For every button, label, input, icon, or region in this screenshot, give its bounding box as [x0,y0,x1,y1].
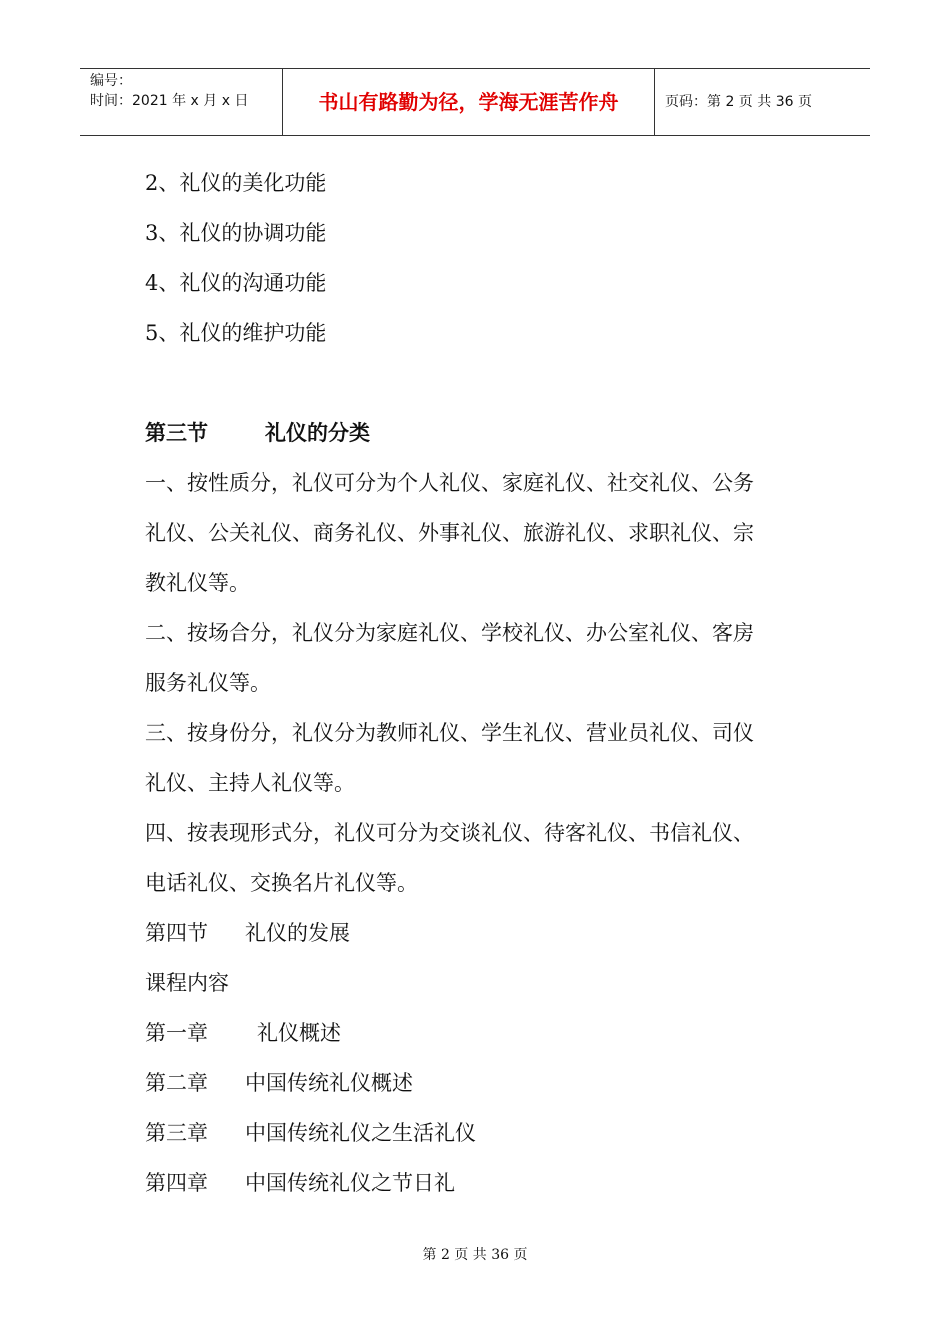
page-footer: 第 2 页 共 36 页 [422,1247,528,1263]
list-item: 2、礼仪的美化功能 [145,171,327,195]
paragraph-line: 四、按表现形式分，礼仪可分为交谈礼仪、待客礼仪、书信礼仪、 [145,821,754,845]
document-body [145,158,810,1208]
header-meta [80,69,282,135]
chapter-title: 中国传统礼仪之节日礼 [245,1171,455,1195]
chapter-number: 第四章 [145,1171,208,1195]
page-header [80,68,870,136]
chapter-title: 中国传统礼仪概述 [245,1071,413,1095]
paragraph-line: 教礼仪等。 [145,571,250,595]
list-item: 5、礼仪的维护功能 [145,321,327,345]
paragraph-line: 礼仪、主持人礼仪等。 [145,771,355,795]
paragraph-line: 礼仪、公关礼仪、商务礼仪、外事礼仪、旅游礼仪、求职礼仪、宗 [145,521,754,545]
chapter-title: 礼仪概述 [257,1021,341,1045]
paragraph-line: 三、按身份分，礼仪分为教师礼仪、学生礼仪、营业员礼仪、司仪 [145,721,754,745]
section-number: 第三节 [145,420,208,445]
paragraph-line: 电话礼仪、交换名片礼仪等。 [145,871,418,895]
list-item: 4、礼仪的沟通功能 [145,271,327,295]
paragraph-line: 二、按场合分，礼仪分为家庭礼仪、学校礼仪、办公室礼仪、客房 [145,621,754,645]
section-heading [145,908,810,958]
header-motto: 书山有路勤为径，学海无涯苦作舟 [282,69,655,135]
header-page-info: 页码：第 2 页 共 36 页 [665,94,812,110]
chapter-item [145,1058,810,1108]
course-label: 课程内容 [145,971,229,995]
section-heading [145,408,810,458]
paragraph-line: 服务礼仪等。 [145,671,271,695]
serial-label: 编号： [90,73,132,89]
paragraph-line: 一、按性质分，礼仪可分为个人礼仪、家庭礼仪、社交礼仪、公务 [145,471,754,495]
chapter-number: 第三章 [145,1121,208,1145]
section-title: 礼仪的发展 [245,921,350,945]
chapter-item [145,1108,810,1158]
chapter-number: 第二章 [145,1071,208,1095]
section-title: 礼仪的分类 [265,420,370,445]
chapter-item [145,1008,810,1058]
chapter-number: 第一章 [145,1021,208,1045]
date-label: 时间：2021 年 x 月 x 日 [90,93,249,109]
chapter-item [145,1158,810,1208]
section-number: 第四节 [145,921,208,945]
chapter-title: 中国传统礼仪之生活礼仪 [245,1121,476,1145]
list-item: 3、礼仪的协调功能 [145,221,327,245]
